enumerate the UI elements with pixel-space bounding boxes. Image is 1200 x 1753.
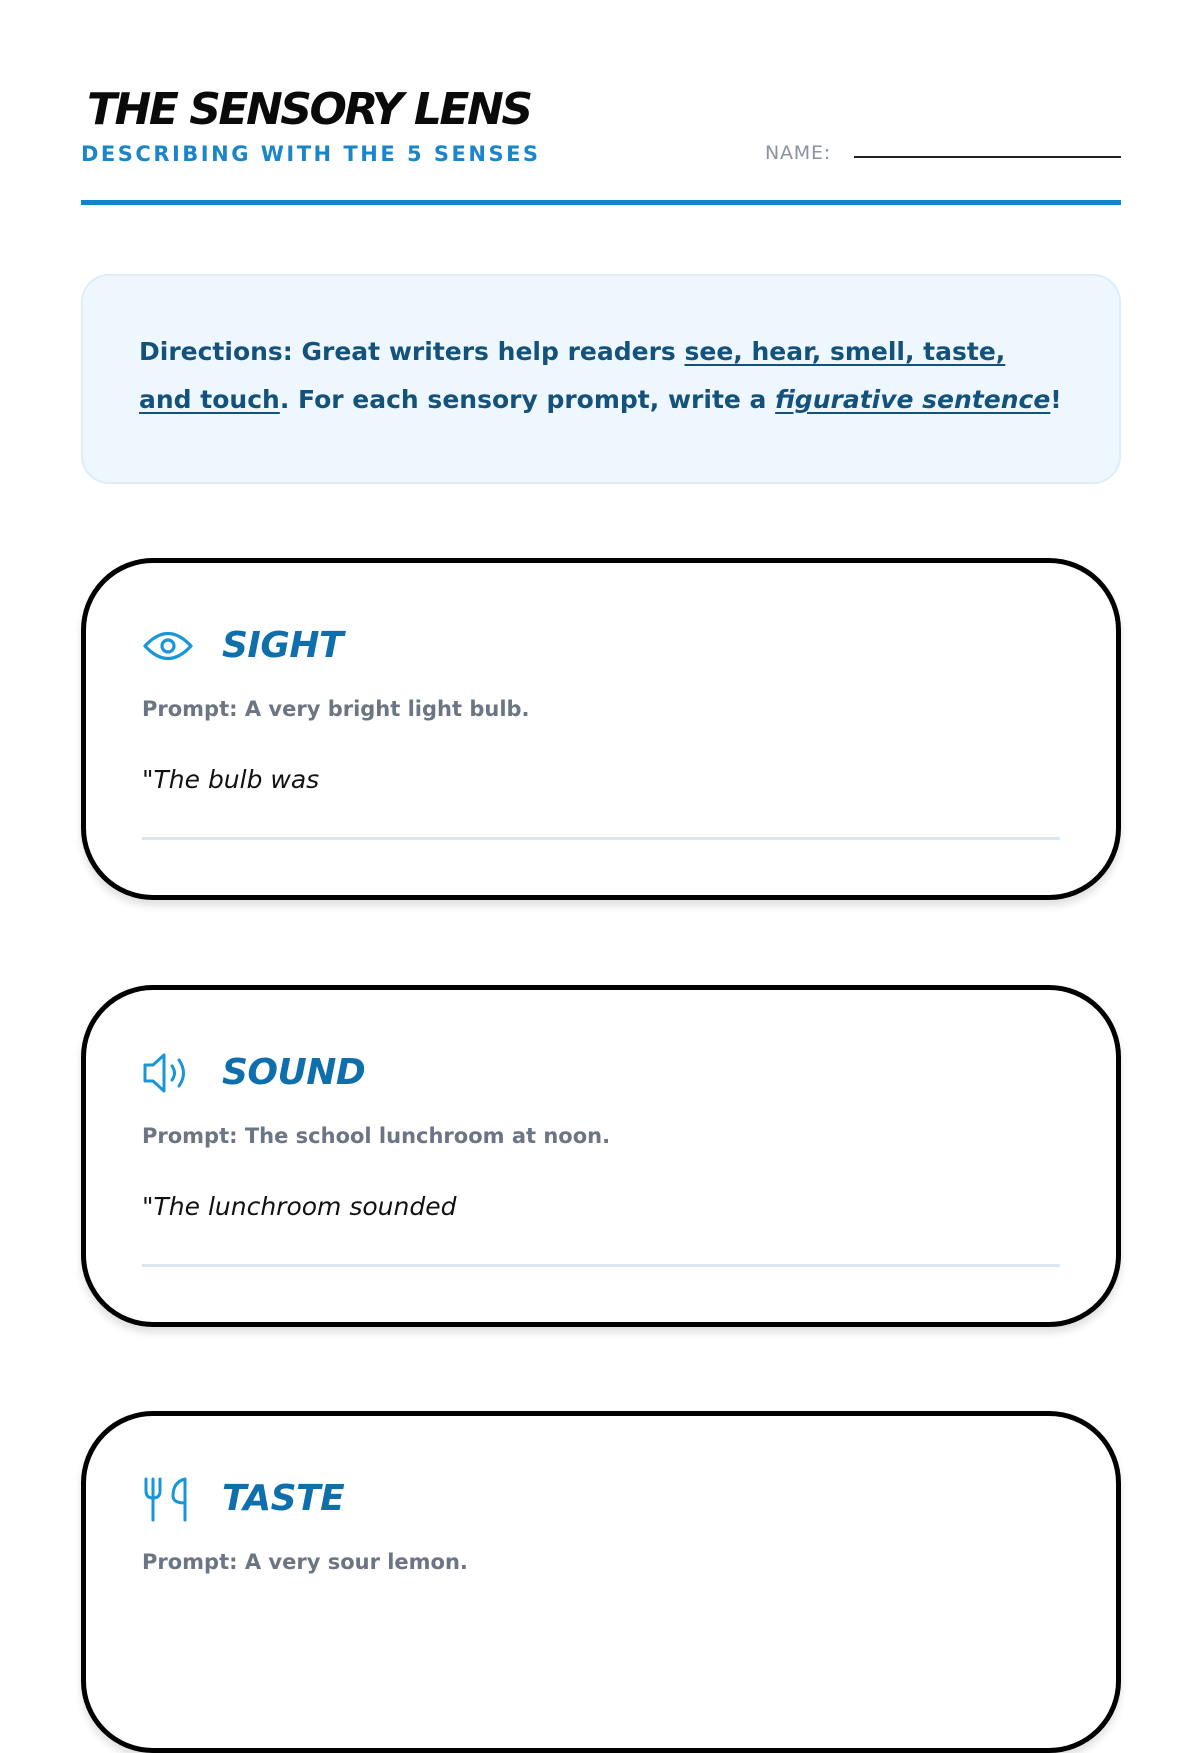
- worksheet-title: THE SENSORY LENS: [87, 84, 531, 135]
- directions-end: !: [1050, 385, 1062, 414]
- answer-line[interactable]: [142, 1264, 1060, 1267]
- worksheet-header: [81, 78, 1121, 208]
- card-prompt: Prompt: The school lunchroom at noon.: [142, 1124, 611, 1148]
- directions-senses: see, hear, smell, taste, and touch: [139, 337, 1006, 414]
- name-field[interactable]: [765, 142, 1121, 172]
- directions-box: [81, 274, 1121, 484]
- directions-emphasis: figurative sentence: [775, 385, 1051, 414]
- name-write-line[interactable]: [854, 156, 1121, 158]
- card-prompt: Prompt: A very bright light bulb.: [142, 697, 530, 721]
- directions-text: [139, 328, 1063, 424]
- header-divider: [81, 200, 1121, 205]
- card-title: SIGHT: [222, 625, 344, 666]
- eye-icon: [142, 623, 194, 669]
- utensils-icon: [142, 1476, 194, 1522]
- answer-line[interactable]: [142, 837, 1060, 840]
- speaker-icon: [142, 1050, 194, 1096]
- directions-intro: Directions: Great writers help readers: [139, 337, 685, 366]
- sense-card-taste: [81, 1411, 1121, 1753]
- card-prompt: Prompt: A very sour lemon.: [142, 1550, 468, 1574]
- card-title: TASTE: [222, 1478, 345, 1519]
- directions-middle: . For each sensory prompt, write a: [279, 385, 776, 414]
- sentence-starter: "The bulb was: [142, 765, 320, 794]
- sense-card-sight: [81, 558, 1121, 900]
- name-label: NAME:: [765, 142, 832, 164]
- sentence-starter: "The lunchroom sounded: [142, 1192, 457, 1221]
- card-title: SOUND: [222, 1052, 366, 1093]
- worksheet-subtitle: DESCRIBING WITH THE 5 SENSES: [81, 142, 541, 166]
- sense-card-sound: [81, 985, 1121, 1327]
